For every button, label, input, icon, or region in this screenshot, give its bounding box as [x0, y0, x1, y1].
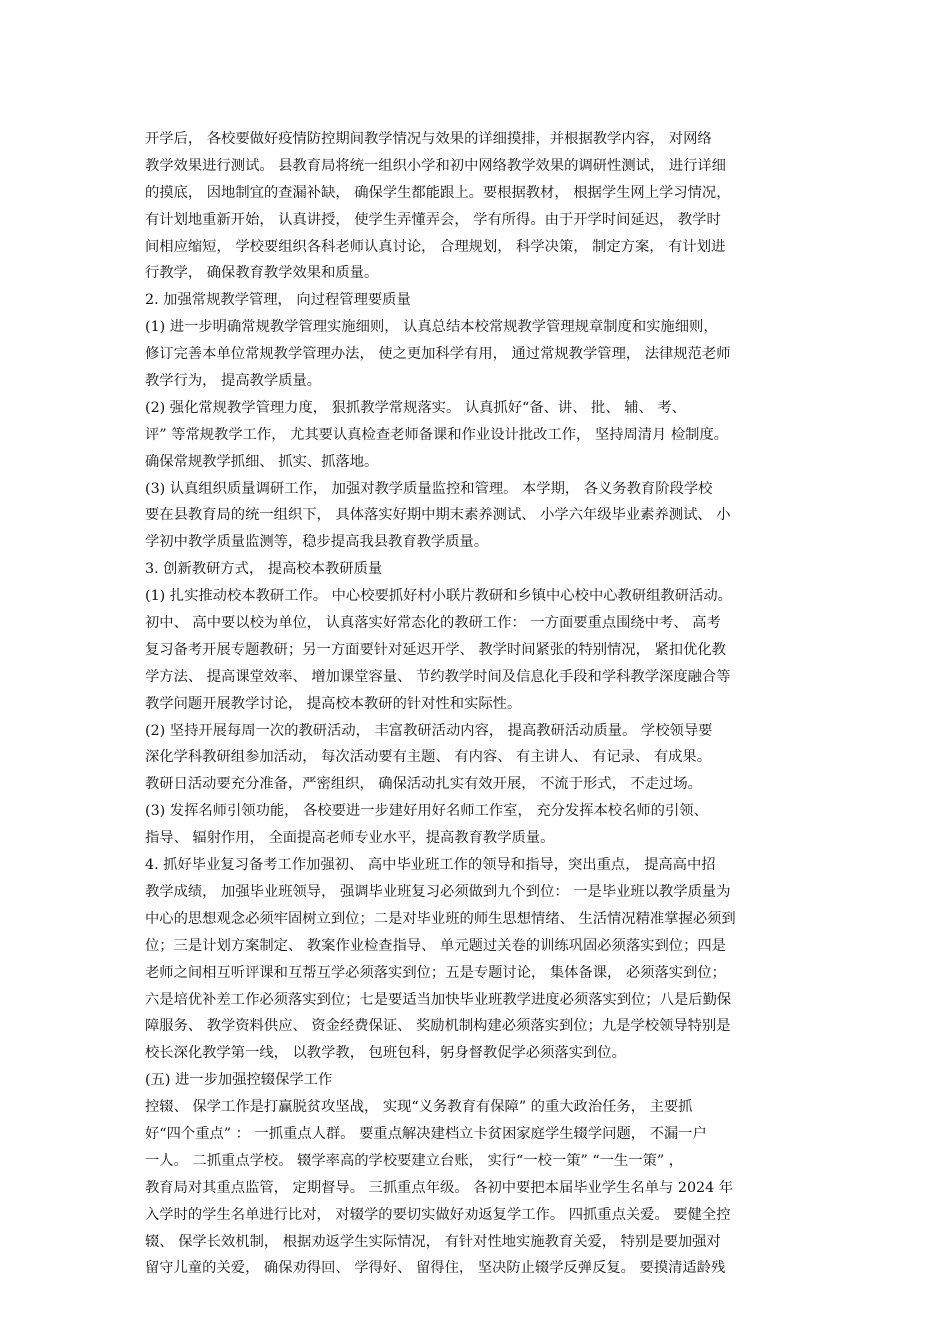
text-line: 开学后， 各校要做好疫情防控期间教学情况与效果的详细摸排，并根据教学内容， 对网络 [145, 131, 712, 147]
text-line: 间相应缩短， 学校要组织各科老师认真讨论， 合理规划， 科学决策， 制定方案， 有计划进 [145, 238, 726, 255]
document-body [145, 126, 815, 1282]
section-heading: 4. 抓好毕业复习备考工作加强初、 高中毕业班工作的领导和指导，突出重点， 提高高中招 [145, 857, 716, 874]
section-heading: (五) 进一步加强控辍保学工作 [145, 1072, 333, 1089]
text-line: 障服务、 教学资料供应、 资金经费保证、 奖励机制构建必须落实到位；九是学校领导特别是 [145, 1018, 731, 1035]
text-line: 学初中教学质量监测等，稳步提高我县教育教学质量。 [145, 534, 489, 551]
text-line: 好“四个重点” ： 一抓重点人群。 要重点解决建档立卡贫困家庭学生辍学问题， 不漏一户 [145, 1125, 707, 1142]
text-line: 辍、 保学长效机制， 根据劝返学生实际情况， 有针对性地实施教育关爱， 特别是要加强对 [145, 1233, 721, 1250]
text-line: 深化学科教研组参加活动， 每次活动要有主题、 有内容、 有主讲人、 有记录、 有成果。 [145, 749, 712, 766]
section-heading: 2. 加强常规教学管理， 向过程管理要质量 [145, 292, 411, 309]
section-heading: 3. 创新教研方式， 提高校本教研质量 [145, 561, 383, 578]
text-line: 教学问题开展教学讨论， 提高校本教研的针对性和实际性。 [145, 695, 522, 712]
text-line: 学方法、 提高课堂效率、 增加课堂容量、 节约教学时间及信息化手段和学科教学深度融合等 [145, 668, 731, 685]
text-line: 的摸底， 因地制宜的查漏补缺， 确保学生都能跟上。要根据教材， 根据学生网上学习情况， [145, 184, 731, 201]
text-line: 老师之间相互听评课和互帮互学必须落实到位；五是专题讨论， 集体备课， 必须落实到位； [145, 964, 726, 981]
text-line: 复习备考开展专题教研；另一方面要针对延迟开学、 教学时间紧张的特别情况， 紧扣优化教 [145, 641, 726, 658]
text-line: 初中、 高中要以校为单位， 认真落实好常态化的教研工作： 一方面要重点围绕中考、 高考 [145, 615, 721, 632]
text-line: 教学效果进行测试。 县教育局将统一组织小学和初中网络教学效果的调研性测试， 进行详细 [145, 157, 726, 174]
text-line: (2) 强化常规教学管理力度， 狠抓教学常规落实。 认真抓好“备、讲、 批、 辅、 考、 [145, 399, 686, 416]
text-line: 控辍、 保学工作是打赢脱贫攻坚战， 实现“义务教育有保障” 的重大政治任务， 主要抓 [145, 1099, 693, 1116]
text-line: (2) 坚持开展每周一次的教研活动， 丰富教研活动内容， 提高教研活动质量。 学校领导要 [145, 722, 713, 739]
text-line: 校长深化教学第一线， 以教学教， 包班包科，躬身督教促学必须落实到位。 [145, 1045, 626, 1062]
text-line: (3) 发挥名师引领功能， 各校要进一步建好用好名师工作室， 充分发挥本校名师的引领、 [145, 803, 708, 820]
text-line: 入学时的学生名单进行比对， 对辍学的要切实做好劝返复学工作。 四抓重点关爱。 要健全控 [145, 1206, 731, 1223]
text-line: 六是培优补差工作必须落实到位；七是要适当加快毕业班教学进度必须落实到位；八是后勤保 [145, 991, 732, 1008]
text-line: 留守儿童的关爱， 确保劝得回、 学得好、 留得住， 坚决防止辍学反弹反复。 要摸清适龄残 [145, 1260, 726, 1277]
text-line: 要在县教育局的统一组织下， 具体落实好期中期末素养测试、 小学六年级毕业素养测试、 小 [145, 507, 731, 524]
text-line: 行教学， 确保教育教学效果和质量。 [145, 265, 379, 282]
text-line: 教育局对其重点监管， 定期督导。 三抓重点年级。 各初中要把本届毕业学生名单与 2024 年 [145, 1179, 734, 1196]
text-line: (3) 认真组织质量调研工作， 加强对教学质量监控和管理。 本学期， 各义务教育阶段学校 [145, 480, 713, 497]
text-line: 教学成绩， 加强毕业班领导， 强调毕业班复习必须做到九个到位： 一是毕业班以教学质量为 [145, 883, 731, 900]
text-line: 位；三是计划方案制定、 教案作业检查指导、 单元题过关卷的训练巩固必须落实到位；四是 [145, 937, 726, 954]
text-line: 教研日活动要充分准备，严密组织， 确保活动扎实有效开展， 不流于形式， 不走过场。 [145, 776, 702, 793]
text-line: (1) 扎实推动校本教研工作。 中心校要抓好村小联片教研和乡镇中心校中心教研组教研活动。 [145, 588, 732, 605]
text-line: 有计划地重新开始， 认真讲授， 使学生弄懂弄会， 学有所得。由于开学时间延迟， 教学时 [145, 211, 721, 228]
text-line: 确保常规教学抓细、 抓实、抓落地。 [145, 453, 379, 470]
text-line: 修订完善本单位常规教学管理办法， 使之更加科学有用， 通过常规教学管理， 法律规范老师 [145, 346, 731, 363]
text-line: 中心的思想观念必须牢固树立到位；二是对毕业班的师生思想情绪、 生活情况精准掌握必须到 [145, 910, 736, 927]
text-line: 评” 等常规教学工作， 尤其要认真检查老师备课和作业设计批改工作， 坚持周清月 检制度。 [145, 426, 729, 443]
text-line: 指导、 辐射作用， 全面提高老师专业水平，提高教育教学质量。 [145, 830, 555, 847]
text-line: 教学行为， 提高教学质量。 [145, 373, 322, 390]
text-line: 一人。 二抓重点学校。 辍学率高的学校要建立台账， 实行“一校一策” “一生一策” ， [145, 1152, 684, 1169]
text-line: (1) 进一步明确常规教学管理实施细则， 认真总结本校常规教学管理规章制度和实施细则， [145, 319, 718, 336]
